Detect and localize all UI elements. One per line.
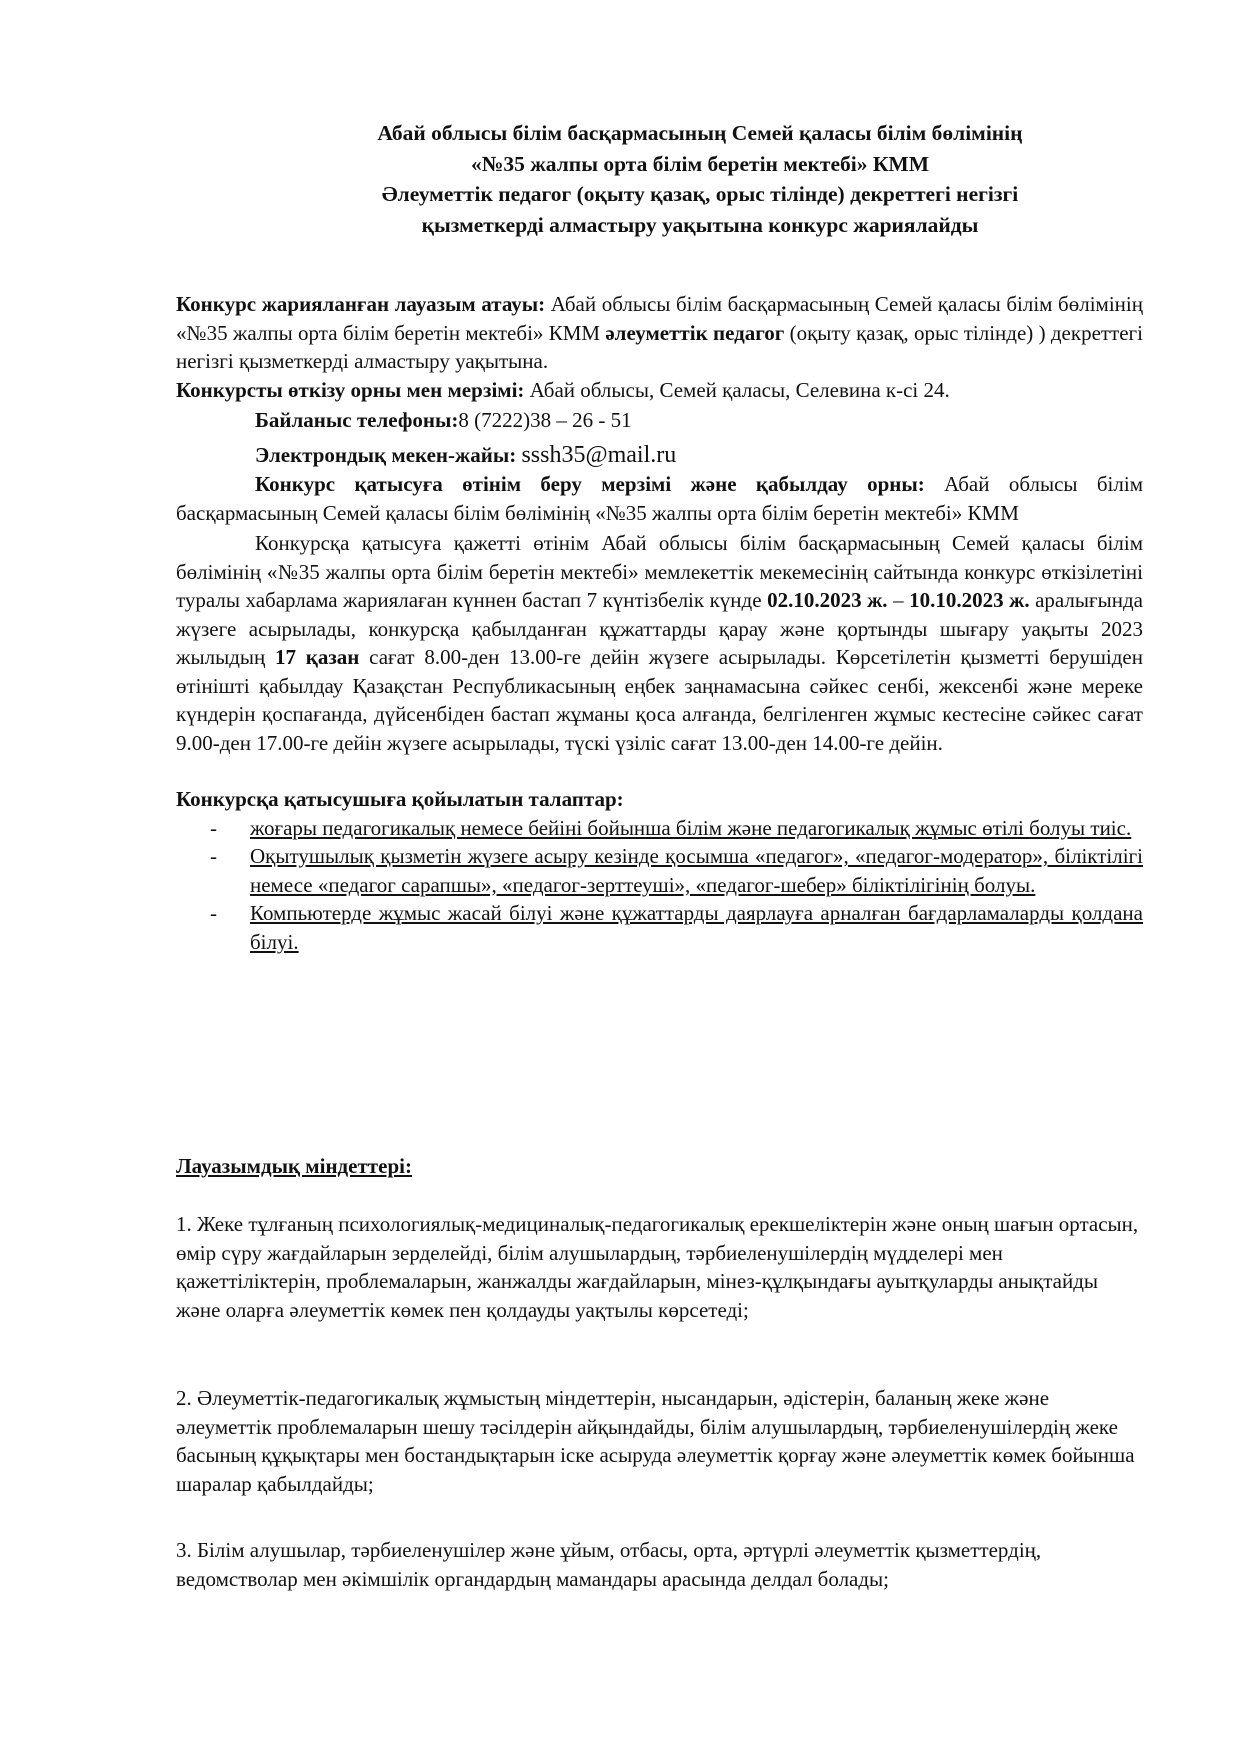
phone-value: 8 (7222)38 – 26 - 51 <box>458 408 632 432</box>
title-line-3: Әлеуметтік педагог (оқыту қазақ, орыс тілінде) декреттегі негізгі <box>381 182 1019 206</box>
announcement-body <box>176 290 1143 956</box>
procedure-text-2: аралығында жүзеге асырылады, конкурсқа қабылданған құжаттарды қарау және қортынды шығару уақыты 2023 жылыдың <box>176 588 1143 669</box>
requirements-section <box>176 785 1143 956</box>
title-line-1: Абай облысы білім басқармасының Семей қаласы білім бөлімінің <box>377 121 1023 145</box>
date-from: 02.10.2023 ж. <box>767 588 888 612</box>
requirement-bullet: - <box>210 901 217 925</box>
duty-item <box>176 1536 1143 1593</box>
email-value: sssh35@mail.ru <box>521 441 677 468</box>
procedure-text-1: Конкурсқа қатысуға қажетті өтінім Абай облысы білім басқармасының Семей қаласы білім бөлімінің «№35 жалпы орта білім беретін мектебі» мемлекеттік мекемесінің сайтында конкурс өткізілетіні туралы хабарлама жариялаған күннен бастап 7 күнтізбелік күнде <box>176 531 1143 612</box>
application-paragraph <box>176 470 1143 527</box>
document-title <box>300 118 1100 240</box>
phone-line <box>176 406 1143 435</box>
requirement-text: Оқытушылық қызметін жүзеге асыру кезінде қосымша «педагог», «педагог-модератор», біліктілігі немесе «педагог сарапшы», «педагог-зерттеуші», «педагог-шебер» біліктілігінің болуы. <box>250 844 1143 897</box>
requirement-bullet: - <box>210 815 217 840</box>
email-line <box>176 441 1143 470</box>
position-paragraph <box>176 290 1143 376</box>
requirement-item <box>176 899 1143 956</box>
duty-text: 1. Жеке тұлғаның психологиялық-медициналық-педагогикалық ерекшеліктерін және оның шағын ортасын, өмір сүру жағдайларын зерделейді, білім алушылардың, тәрбиеленушілердің мүдделері мен қажеттіліктерін, проблемаларын, жанжалды жағдайларын, мінез-құлқындағы ауытқуларды анықтайды және оларға әлеуметтік көмек пен қолдауды уақтылы көрсетеді; <box>176 1212 1139 1322</box>
requirements-list <box>176 814 1143 957</box>
duties-heading <box>176 1152 1143 1181</box>
date-to: 10.10.2023 ж. <box>909 588 1030 612</box>
requirement-bullet: - <box>210 844 217 868</box>
requirement-text: жоғары педагогикалық немесе бейіні бойынша білім және педагогикалық жұмыс өтілі болуы тиіс. <box>250 815 1132 840</box>
procedure-text-3: сағат 8.00-ден 13.00-ге дейін жүзеге асырылады. Көрсетілетін қызметті берушіден өтінішті қабылдау Қазақстан Республикасының еңбек заңнамасына сәйкес сенбі, жексенбі және мереке күндерін қоспағанда, дүйсенбіден бастап жұманы қоса алғанда, белгіленген жұмыс кестесіне сәйкес сағат 9.00-ден 17.00-ге дейін жүзеге асырылады, түскі үзіліс сағат 13.00-ден 14.00-ге дейін. <box>176 645 1143 755</box>
date-review: 17 қазан <box>274 645 360 669</box>
title-line-2: «№35 жалпы орта білім беретін мектебі» КММ <box>470 151 930 176</box>
duty-item <box>176 1384 1143 1498</box>
duty-item <box>176 1210 1143 1324</box>
venue-label: Конкурсты өткізу орны мен мерзімі: <box>176 377 525 402</box>
requirement-item <box>176 814 1143 843</box>
duties-heading-text: Лауазымдық міндеттері: <box>176 1154 412 1178</box>
procedure-paragraph <box>176 529 1143 757</box>
email-label: Электрондық мекен-жайы: <box>255 442 522 467</box>
application-label: Конкурс қатысуға өтінім беру мерзімі және қабылдау орны: <box>255 472 925 496</box>
procedure-dash: – <box>887 588 910 612</box>
venue-paragraph <box>176 376 1143 405</box>
requirement-text: Компьютерде жұмыс жасай білуі және құжаттарды даярлауға арналған бағдарламаларды қолдана білуі. <box>250 901 1143 954</box>
title-line-4: қызметкерді алмастыру уақытына конкурс жариялайды <box>421 212 979 237</box>
position-label: Конкурс жарияланған лауазым атауы: <box>176 292 546 316</box>
venue-text: Абай облысы, Семей қаласы, Селевина к-сі 24. <box>524 377 950 402</box>
duty-text: 3. Білім алушылар, тәрбиеленушілер және ұйым, отбасы, орта, әртүрлі әлеуметтік қызметтердің, ведомстволар мен әкімшілік органдардың мамандары арасында делдал болады; <box>176 1538 1042 1591</box>
position-role: әлеуметтік педагог <box>605 320 785 345</box>
duty-text: 2. Әлеуметтік-педагогикалық жұмыстың міндеттерін, нысандарын, әдістерін, баланың жеке және әлеуметтік проблемаларын шешу тәсілдерін айқындайды, білім алушылардың, тәрбиеленушілердің жеке басының құқықтары мен бостандықтарын іске асыруда әлеуметтік қорғау және әлеуметтік көмек бойынша шаралар қабылдайды; <box>176 1386 1135 1496</box>
position-text: Абай облысы білім басқармасының Семей қаласы білім бөлімінің «№35 жалпы орта білім беретін мектебі» КММ <box>176 292 1143 345</box>
requirement-item <box>176 842 1143 899</box>
application-text: Абай облысы білім басқармасының Семей қаласы білім бөлімінің «№35 жалпы орта білім беретін мектебі» КММ <box>176 472 1143 525</box>
position-text-2: (оқыту қазақ, орыс тілінде) ) декреттегі негізгі қызметкерді алмастыру уақытына. <box>176 320 1144 373</box>
requirements-heading: Конкурсқа қатысушыға қойылатын талаптар: <box>176 787 624 811</box>
phone-label: Байланыс телефоны: <box>255 408 459 432</box>
